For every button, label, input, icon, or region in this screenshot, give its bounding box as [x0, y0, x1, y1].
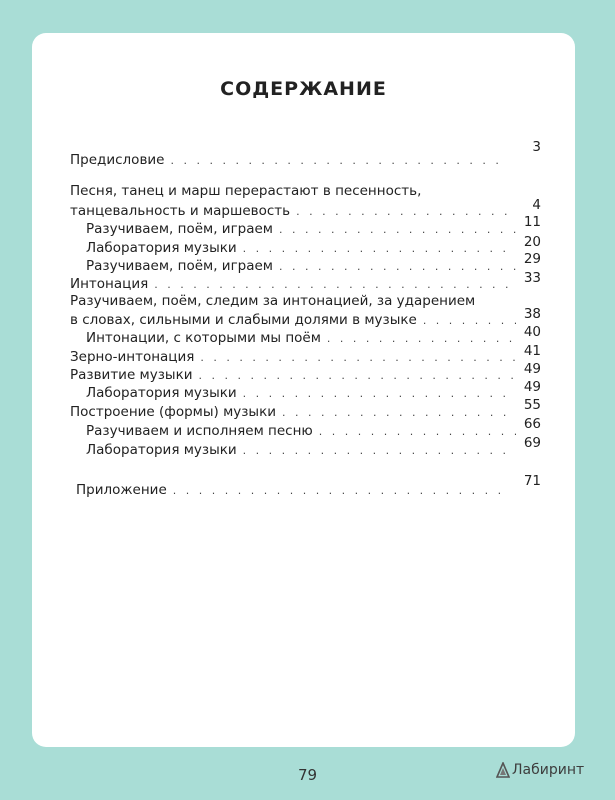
toc-page-number: 40 [523, 324, 541, 340]
leader-dots [173, 482, 506, 500]
toc-entry-label: Интонации, с которыми мы поём [86, 330, 321, 346]
toc-page-number: 33 [523, 270, 541, 286]
leader-dots [243, 240, 516, 258]
toc-entry[interactable] [70, 366, 522, 384]
watermark [496, 762, 584, 778]
leader-dots [327, 330, 516, 348]
toc-entry[interactable] [86, 257, 522, 275]
leader-dots [423, 312, 516, 330]
toc-entry[interactable] [70, 151, 510, 169]
leader-dots [319, 423, 516, 441]
toc-entry-label: в словах, сильными и слабыми долями в музыке [70, 312, 417, 328]
toc-entry-label: Приложение [76, 482, 167, 498]
leader-dots [154, 276, 516, 294]
leader-dots [279, 221, 516, 239]
toc-entry-label: Построение (формы) музыки [70, 404, 277, 420]
toc-entry[interactable] [86, 422, 522, 440]
toc-page-number: 71 [523, 473, 541, 489]
page-number: 79 [297, 766, 318, 784]
toc-entry-label: Зерно-интонация [70, 349, 195, 365]
toc-page-number: 11 [523, 214, 541, 230]
toc-page-number: 38 [523, 306, 541, 322]
toc-page-number: 3 [532, 139, 541, 155]
toc-entry-label: Интонация [70, 276, 149, 292]
toc-entry[interactable] [70, 202, 522, 220]
leader-dots [200, 349, 516, 367]
toc-entry-label: Предисловие [70, 152, 165, 168]
leader-dots [243, 385, 516, 403]
leader-dots [282, 404, 516, 422]
leader-dots [199, 367, 517, 385]
toc-page-number: 55 [523, 397, 541, 413]
table-of-contents [32, 33, 575, 747]
leader-dots [243, 442, 516, 460]
toc-entry[interactable] [70, 403, 522, 421]
toc-entry[interactable] [70, 275, 522, 293]
toc-page-number: 41 [523, 343, 541, 359]
leader-dots [296, 203, 516, 221]
toc-entry[interactable] [86, 239, 522, 257]
toc-page-number: 66 [523, 416, 541, 432]
toc-entry[interactable] [76, 481, 512, 499]
toc-entry-label: танцевальность и маршевость [70, 203, 291, 219]
leader-dots [170, 152, 504, 170]
toc-entry-label: Разучиваем и исполняем песню [86, 423, 313, 439]
toc-page-number: 29 [523, 251, 541, 267]
toc-entry[interactable] [86, 384, 522, 402]
watermark-text: Лабиринт [512, 762, 585, 778]
leader-dots [279, 258, 516, 276]
toc-entry[interactable] [86, 220, 522, 238]
toc-page-number: 69 [523, 435, 541, 451]
toc-entry-label: Лаборатория музыки [86, 240, 237, 256]
toc-page-number: 49 [523, 361, 541, 377]
labyrinth-logo-icon [496, 762, 510, 778]
toc-entry-label: Лаборатория музыки [86, 442, 237, 458]
toc-entry[interactable] [86, 441, 522, 459]
page-title: СОДЕРЖАНИЕ [220, 78, 387, 100]
toc-entry-label: Разучиваем, поём, играем [86, 258, 273, 274]
toc-page-number: 20 [523, 234, 541, 250]
toc-entry-label: Разучиваем, поём, играем [86, 221, 273, 237]
toc-entry-line1: Песня, танец и марш перерастают в песенность, [70, 183, 422, 199]
toc-entry-label: Лаборатория музыки [86, 385, 237, 401]
toc-entry[interactable] [70, 348, 522, 366]
toc-entry-label: Развитие музыки [70, 367, 193, 383]
toc-entry[interactable] [86, 329, 522, 347]
toc-entry-line1: Разучиваем, поём, следим за интонацией, за ударением [70, 293, 476, 309]
toc-entry[interactable] [70, 311, 522, 329]
page-sheet [32, 33, 575, 747]
toc-page-number: 49 [523, 379, 541, 395]
toc-page-number: 4 [532, 197, 541, 213]
